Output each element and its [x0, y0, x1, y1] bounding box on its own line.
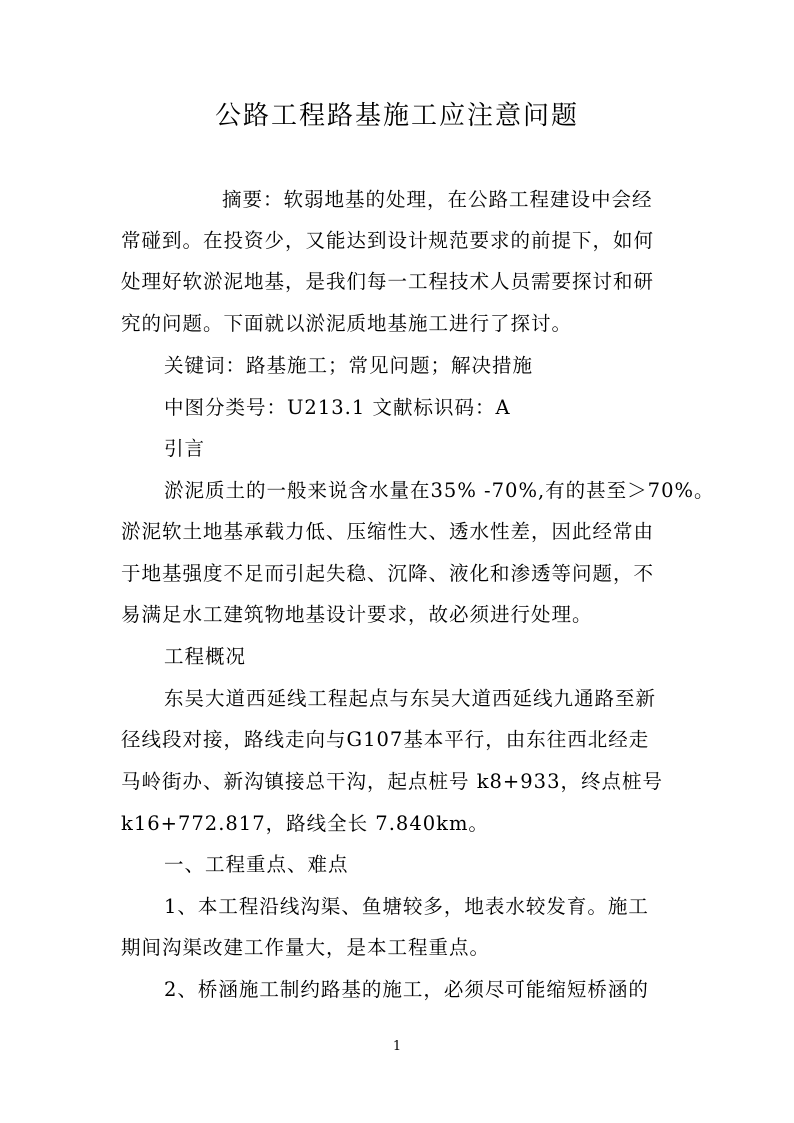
- heading-project-overview: 工程概况: [164, 645, 247, 668]
- intro-line-3: 于地基强度不足而引起失稳、沉降、液化和渗透等问题，不: [121, 562, 655, 585]
- point-1-line-2: 期间沟渠改建工作量大，是本工程重点。: [121, 936, 491, 959]
- heading-key-points: 一、工程重点、难点: [164, 853, 349, 876]
- page-number: 1: [392, 1039, 402, 1054]
- intro-line-2: 淤泥软土地基承载力低、压缩性大、透水性差，因此经常由: [121, 520, 655, 543]
- abstract-line-4: 究的问题。下面就以淤泥质地基施工进行了探讨。: [121, 312, 573, 335]
- keywords-line: 关键词：路基施工；常见问题；解决措施: [164, 354, 534, 377]
- overview-line-3: 马岭街办、新沟镇接总干沟，起点桩号 k8+933，终点桩号: [121, 770, 663, 793]
- intro-line-1: 淤泥质土的一般来说含水量在35% -70%,有的甚至＞70%。: [164, 479, 715, 502]
- abstract-line-1: 摘要：软弱地基的处理，在公路工程建设中会经: [222, 188, 653, 211]
- abstract-line-2: 常碰到。在投资少，又能达到设计规范要求的前提下，如何: [121, 229, 655, 252]
- intro-line-4: 易满足水工建筑物地基设计要求，故必须进行处理。: [121, 603, 593, 626]
- point-2-line-1: 2、桥涵施工制约路基的施工，必须尽可能缩短桥涵的: [164, 978, 649, 1001]
- classification-line: 中图分类号：U213.1 文献标识码：A: [164, 396, 511, 419]
- heading-introduction: 引言: [164, 437, 206, 460]
- overview-line-4: k16+772.817，路线全长 7.840km。: [121, 812, 489, 835]
- document-title: 公路工程路基施工应注意问题: [214, 101, 579, 131]
- point-1-line-1: 1、本工程沿线沟渠、鱼塘较多，地表水较发育。施工: [164, 895, 649, 918]
- overview-line-2: 径线段对接，路线走向与G107基本平行，由东往西北经走: [121, 728, 650, 751]
- overview-line-1: 东吴大道西延线工程起点与东吴大道西延线九通路至新: [164, 687, 657, 710]
- abstract-line-3: 处理好软淤泥地基，是我们每一工程技术人员需要探讨和研: [121, 270, 655, 293]
